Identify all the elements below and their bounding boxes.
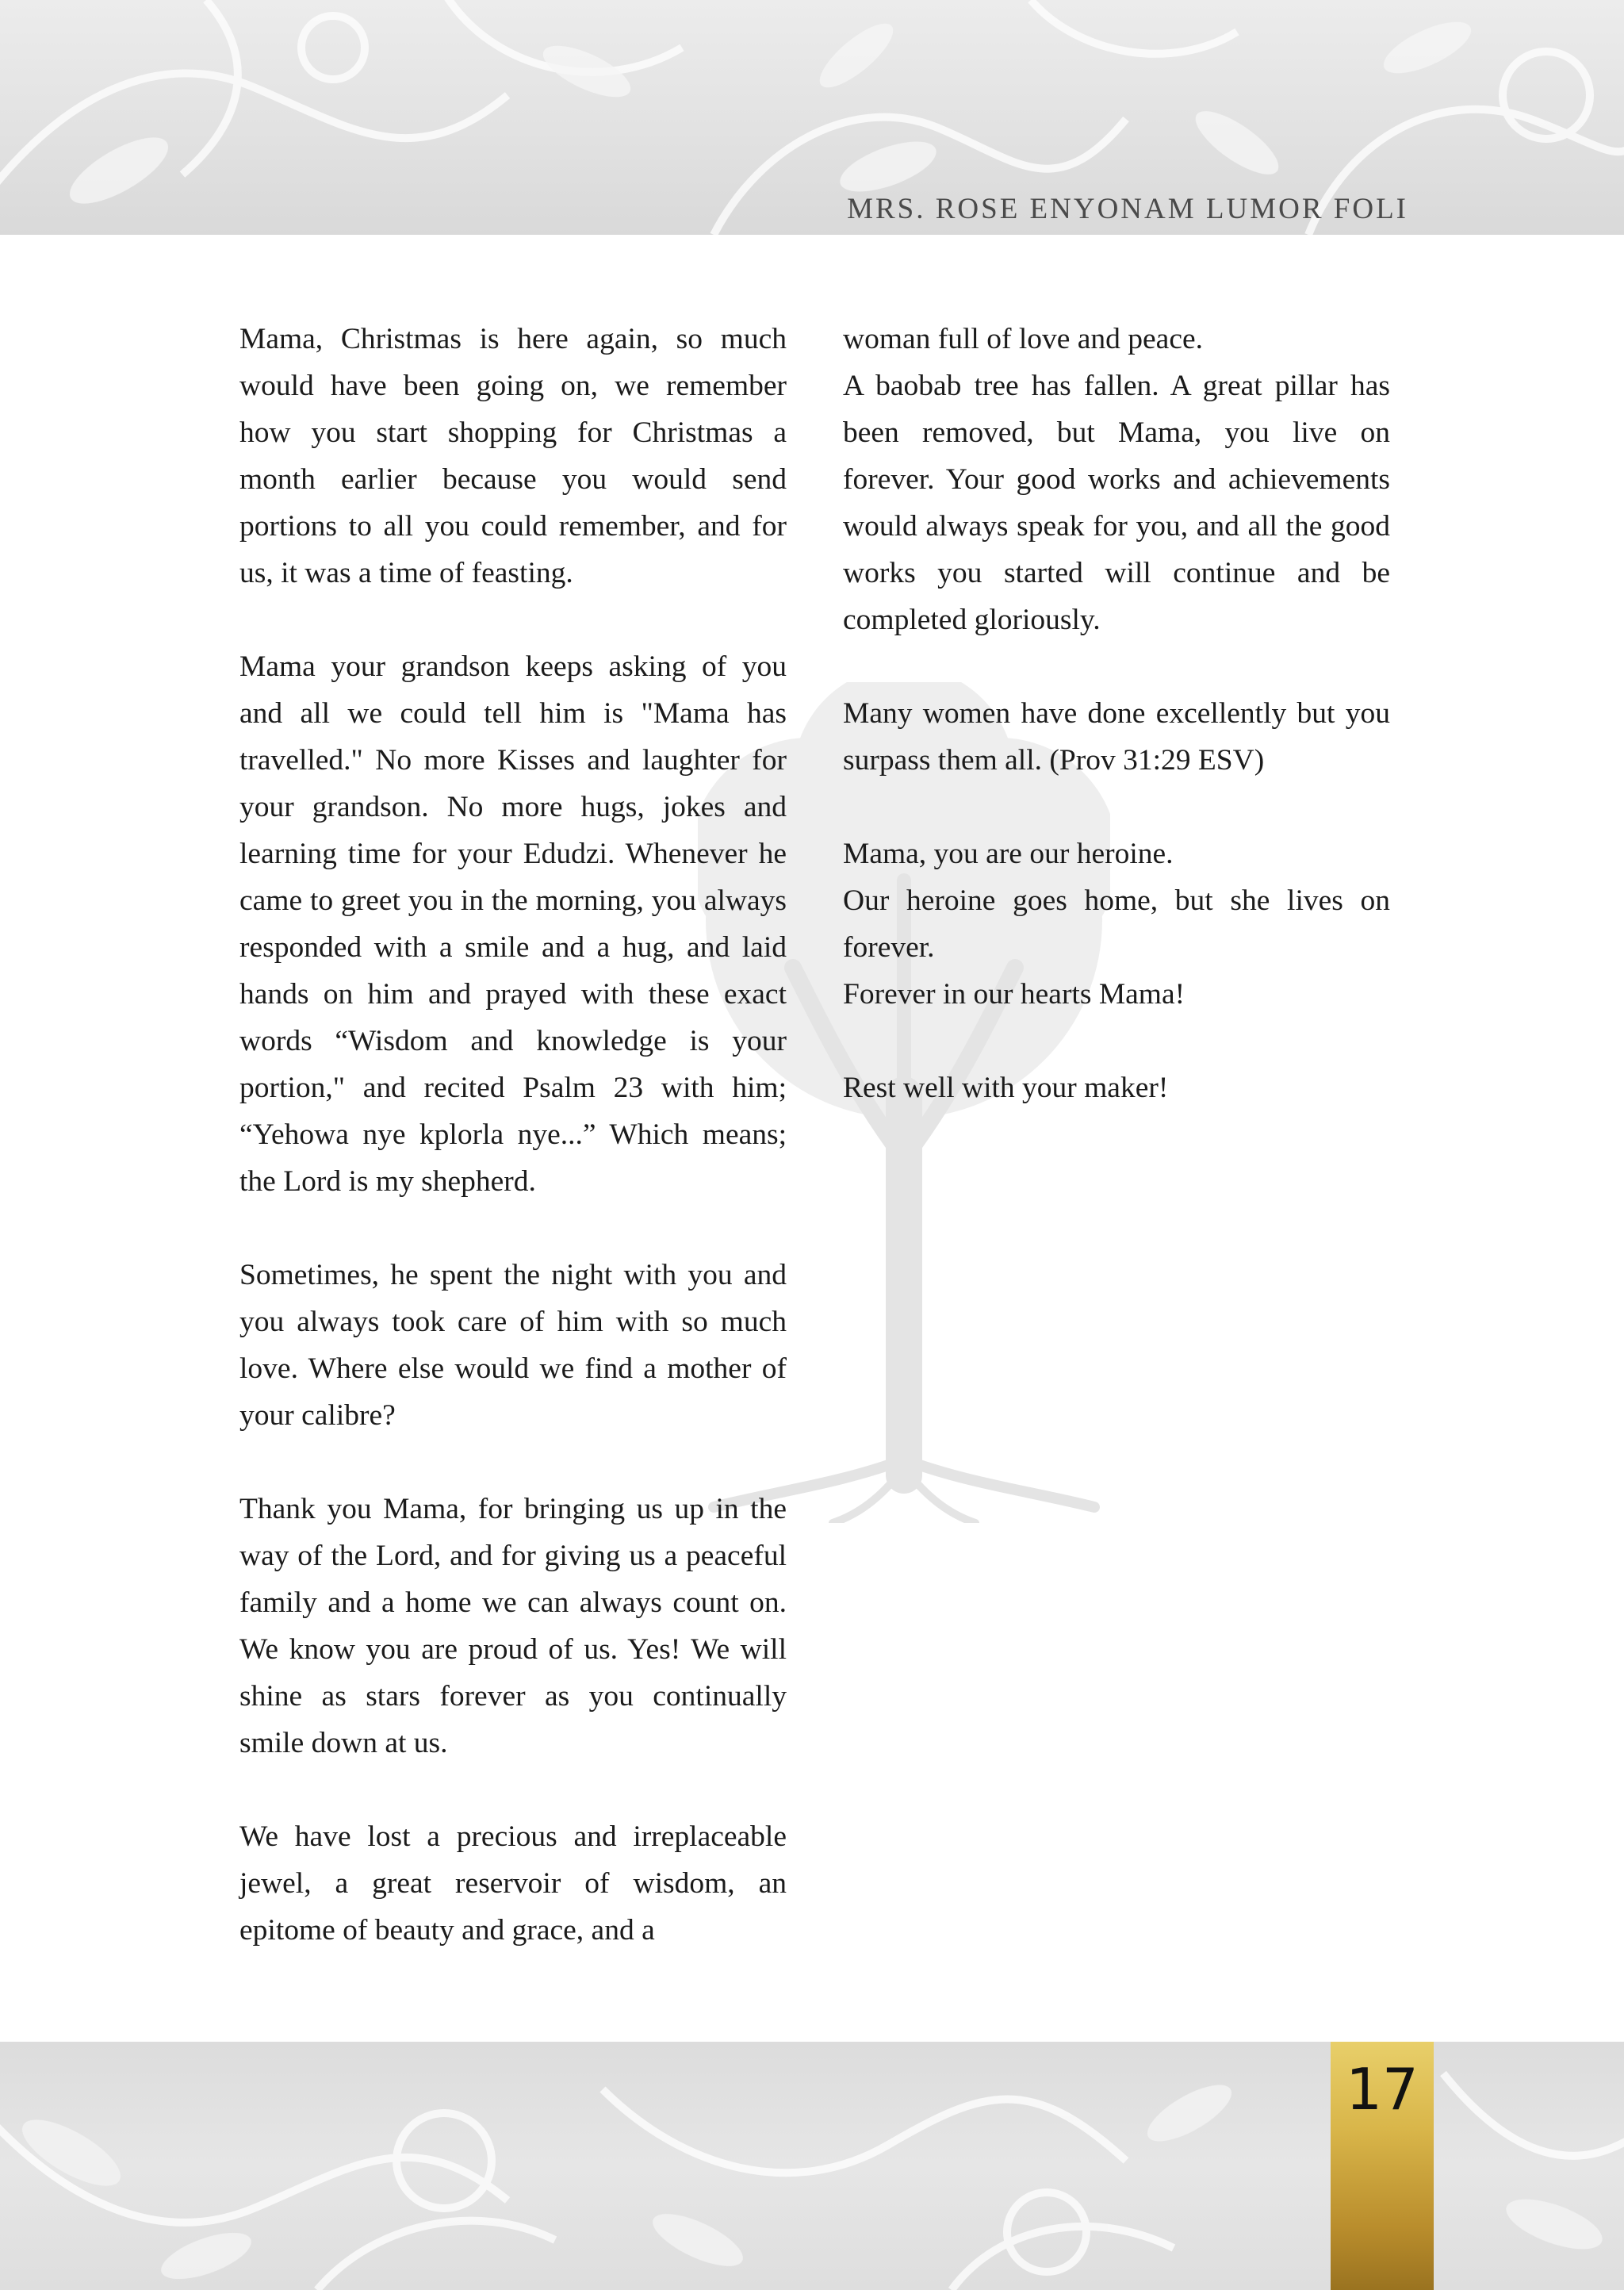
paragraph: Sometimes, he spent the night with you and you always took care of him with so much love. Where else would we find a mother of your calibre? xyxy=(239,1259,787,1432)
running-title: MRS. ROSE ENYONAM LUMOR FOLI xyxy=(847,193,1408,225)
paragraph: Mama your grandson keeps asking of you and all we could tell him is "Mama has travelled." No more Kisses and laughter for your grandson. No more hugs, jokes and learning time for your Edudzi. Whenever he came to greet you in the morning, you always responded with a smile and a hug, and laid hands on him and prayed with these exact words “Wisdom and knowledge is your portion," and recited Psalm 23 with him; “Yehowa nye kplorla nye...” Which means; the Lord is my shepherd. xyxy=(239,650,787,1198)
paragraph: Rest well with your maker! xyxy=(843,1072,1169,1104)
paragraph: Mama, Christmas is here again, so much would have been going on, we remember how you start shopping for Christmas a month earlier because you would send portions to all you could remember, and for us, it was a time of feasting. xyxy=(239,323,787,589)
paragraph: A baobab tree has fallen. A great pillar has been removed, but Mama, you live on forever. Your good works and achievements would always speak for you, and all the good works you started will continue and be completed gloriously. xyxy=(843,370,1390,636)
paragraph: Thank you Mama, for bringing us up in the way of the Lord, and for giving us a peaceful family and a home we can always count on. We know you are proud of us. Yes! We will shine as stars forever as you continually smile down at us. xyxy=(239,1493,787,1759)
paragraph: Our heroine goes home, but she lives on forever. xyxy=(843,884,1390,964)
paragraph: woman full of love and peace. xyxy=(843,323,1203,355)
right-column xyxy=(843,316,1390,1111)
left-column xyxy=(239,316,787,1954)
paragraph: Many women have done excellently but you surpass them all. (Prov 31:29 ESV) xyxy=(843,697,1390,777)
page-number-tab xyxy=(1331,2042,1434,2290)
paragraph: Forever in our hearts Mama! xyxy=(843,978,1185,1011)
page-number: 17 xyxy=(1346,2056,1419,2123)
paragraph: We have lost a precious and irreplaceable jewel, a great reservoir of wisdom, an epitome of beauty and grace, and a xyxy=(239,1820,787,1947)
paragraph: Mama, you are our heroine. xyxy=(843,838,1174,870)
